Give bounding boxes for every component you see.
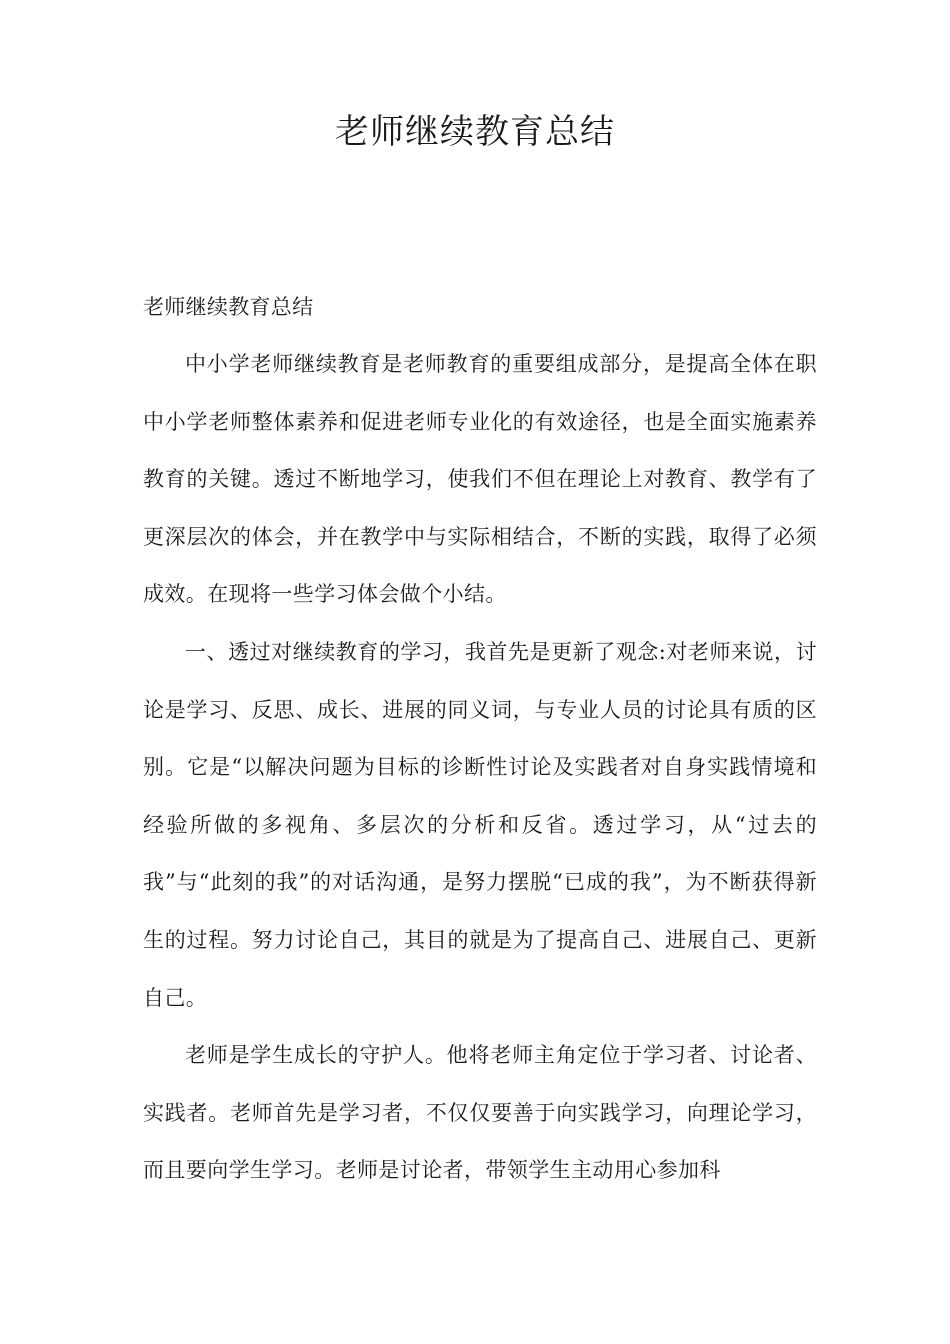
paragraph: 老师是学生成长的守护人。他将老师主角定位于学习者、讨论者、实践者。老师首先是学习者，不仅仅要善于向实践学习，向理论学习，而且要向学生学习。老师是讨论者，带领学生主动用心参加科 — [143, 1043, 817, 1183]
paragraph: 中小学老师继续教育是老师教育的重要组成部分，是提高全体在职中小学老师整体素养和促进老师专业化的有效途径，也是全面实施素养教育的关键。透过不断地学习，使我们不但在理论上对教育、教学有了更深层次的体会，并在教学中与实际相结合，不断的实践，取得了必须成效。在现将一些学习体会做个小结。 — [143, 352, 817, 607]
document-body — [143, 278, 817, 1200]
document-subtitle: 老师继续教育总结 — [143, 295, 314, 319]
document-title: 老师继续教育总结 — [335, 112, 615, 152]
paragraph: 一、透过对继续教育的学习，我首先是更新了观念:对老师来说，讨论是学习、反思、成长、进展的同义词，与专业人员的讨论具有质的区别。它是“以解决问题为目标的诊断性讨论及实践者对自身实践情境和经验所做的多视角、多层次的分析和反省。透过学习，从“过去的我”与“此刻的我”的对话沟通，是努力摆脱“已成的我”，为不断获得新生的过程。努力讨论自己，其目的就是为了提高自己、进展自己、更新自己。 — [143, 639, 817, 1010]
